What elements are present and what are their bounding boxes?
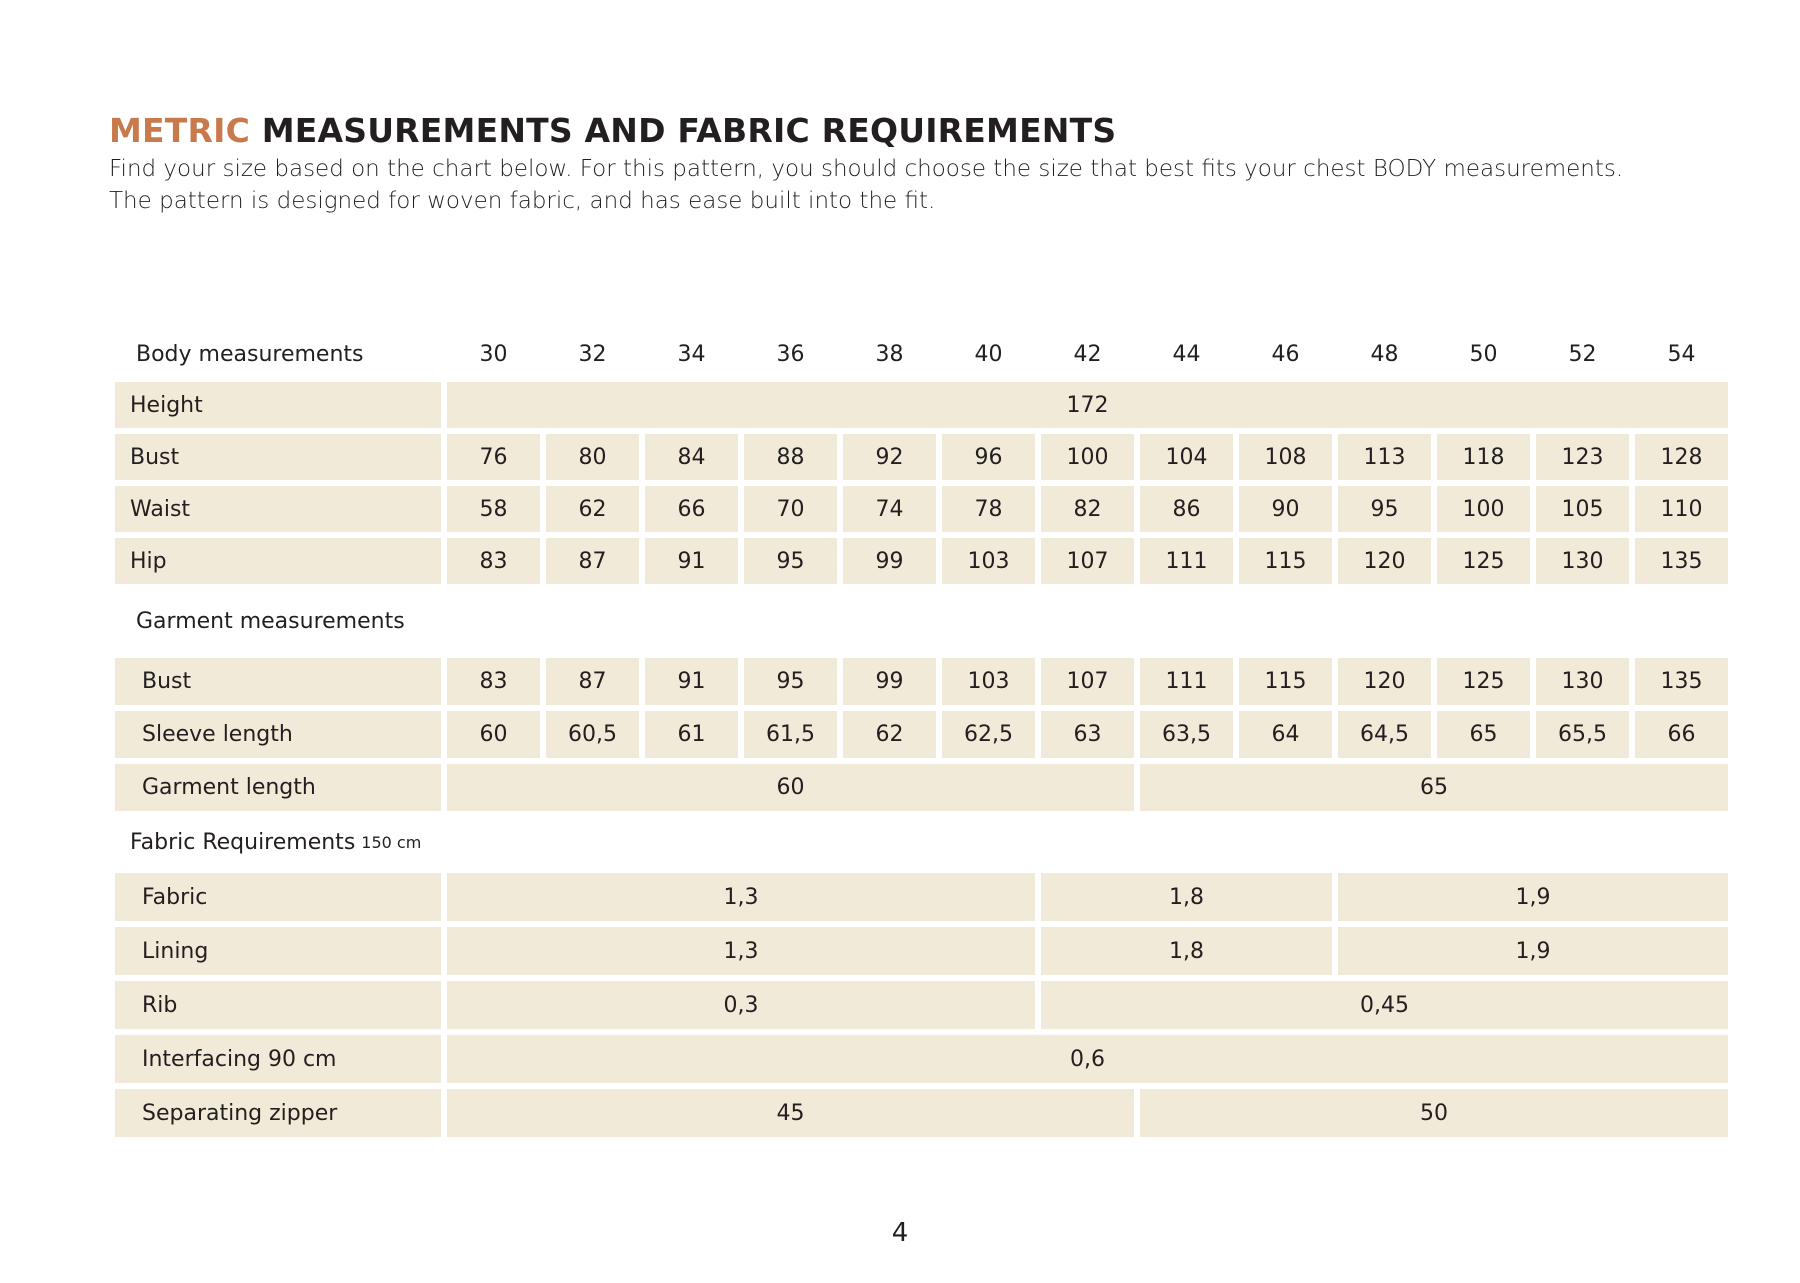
table-cell: 1,9 xyxy=(1338,927,1728,975)
intro-line-1: Find your size based on the chart below. For this pattern, you should choose the size that best fits your chest BODY measurements. xyxy=(109,156,1624,182)
table-cell: 120 xyxy=(1338,658,1431,705)
table-cell: 1,8 xyxy=(1041,927,1332,975)
table-cell: 87 xyxy=(546,538,639,584)
table-cell: 123 xyxy=(1536,434,1629,480)
table-cell: 95 xyxy=(744,658,837,705)
table-cell: 1,8 xyxy=(1041,873,1332,921)
table-cell: 125 xyxy=(1437,658,1530,705)
table-cell: 105 xyxy=(1536,486,1629,532)
page-number: 4 xyxy=(891,1218,909,1248)
title-accent: METRIC xyxy=(109,111,250,150)
fabric-requirements-header xyxy=(115,817,639,867)
row-label-height: Height xyxy=(115,382,441,428)
table-cell: 135 xyxy=(1635,538,1728,584)
row-label-bust: Bust xyxy=(115,434,441,480)
table-cell: 130 xyxy=(1536,538,1629,584)
table-cell: 61 xyxy=(645,711,738,758)
table-cell: 70 xyxy=(744,486,837,532)
row-label-lining: Lining xyxy=(115,927,441,975)
size-header: 40 xyxy=(974,342,1003,367)
size-header: 44 xyxy=(1172,342,1201,367)
table-cell: 66 xyxy=(645,486,738,532)
intro-text xyxy=(109,153,1769,217)
table-cell: 107 xyxy=(1041,658,1134,705)
size-header: 46 xyxy=(1271,342,1300,367)
size-chart-table xyxy=(115,333,1728,1137)
table-cell: 100 xyxy=(1437,486,1530,532)
row-label-separating-zipper: Separating zipper xyxy=(115,1089,441,1137)
table-cell: 82 xyxy=(1041,486,1134,532)
table-cell: 76 xyxy=(447,434,540,480)
table-cell: 65,5 xyxy=(1536,711,1629,758)
table-cell: 64,5 xyxy=(1338,711,1431,758)
table-cell: 91 xyxy=(645,538,738,584)
table-cell: 108 xyxy=(1239,434,1332,480)
row-label-garment-bust: Bust xyxy=(115,658,441,705)
table-cell: 62 xyxy=(843,711,936,758)
table-cell: 58 xyxy=(447,486,540,532)
page-title xyxy=(109,111,1116,150)
row-label-interfacing: Interfacing 90 cm xyxy=(115,1035,441,1083)
size-header: 38 xyxy=(875,342,904,367)
row-label-waist: Waist xyxy=(115,486,441,532)
table-cell: 99 xyxy=(843,658,936,705)
table-cell: 0,3 xyxy=(447,981,1035,1029)
size-header: 42 xyxy=(1073,342,1102,367)
size-header: 50 xyxy=(1469,342,1498,367)
table-cell: 111 xyxy=(1140,658,1233,705)
table-cell: 66 xyxy=(1635,711,1728,758)
size-header: 48 xyxy=(1370,342,1399,367)
table-cell: 110 xyxy=(1635,486,1728,532)
table-cell: 113 xyxy=(1338,434,1431,480)
body-measurements-header: Body measurements xyxy=(136,342,364,367)
table-cell: 74 xyxy=(843,486,936,532)
height-value: 172 xyxy=(447,382,1728,428)
table-cell: 65 xyxy=(1437,711,1530,758)
table-cell: 95 xyxy=(744,538,837,584)
table-cell: 0,6 xyxy=(447,1035,1728,1083)
size-header: 32 xyxy=(578,342,607,367)
table-cell: 103 xyxy=(942,658,1035,705)
size-header: 30 xyxy=(479,342,508,367)
table-cell: 64 xyxy=(1239,711,1332,758)
row-label-sleeve-length: Sleeve length xyxy=(115,711,441,758)
table-cell: 50 xyxy=(1140,1089,1728,1137)
table-cell: 61,5 xyxy=(744,711,837,758)
table-cell: 84 xyxy=(645,434,738,480)
table-cell: 95 xyxy=(1338,486,1431,532)
fabric-requirements-title: Fabric Requirements xyxy=(130,829,356,855)
table-cell: 128 xyxy=(1635,434,1728,480)
table-cell: 62,5 xyxy=(942,711,1035,758)
table-cell: 60 xyxy=(447,711,540,758)
table-cell: 83 xyxy=(447,658,540,705)
table-cell: 80 xyxy=(546,434,639,480)
table-cell: 65 xyxy=(1140,764,1728,811)
table-cell: 120 xyxy=(1338,538,1431,584)
table-cell: 96 xyxy=(942,434,1035,480)
table-cell: 62 xyxy=(546,486,639,532)
table-cell: 83 xyxy=(447,538,540,584)
table-cell: 86 xyxy=(1140,486,1233,532)
size-header: 54 xyxy=(1667,342,1696,367)
table-cell: 1,3 xyxy=(447,927,1035,975)
table-cell: 88 xyxy=(744,434,837,480)
table-cell: 90 xyxy=(1239,486,1332,532)
garment-measurements-header: Garment measurements xyxy=(136,608,405,634)
size-header: 52 xyxy=(1568,342,1597,367)
intro-line-2: The pattern is designed for woven fabric, and has ease built into the fit. xyxy=(109,188,936,214)
table-cell: 100 xyxy=(1041,434,1134,480)
table-cell: 63,5 xyxy=(1140,711,1233,758)
size-header: 36 xyxy=(776,342,805,367)
table-cell: 63 xyxy=(1041,711,1134,758)
table-cell: 78 xyxy=(942,486,1035,532)
fabric-width-note: 150 cm xyxy=(361,832,422,852)
row-label-garment-length: Garment length xyxy=(115,764,441,811)
table-cell: 103 xyxy=(942,538,1035,584)
table-cell: 1,3 xyxy=(447,873,1035,921)
table-cell: 115 xyxy=(1239,658,1332,705)
table-cell: 130 xyxy=(1536,658,1629,705)
table-cell: 107 xyxy=(1041,538,1134,584)
table-cell: 1,9 xyxy=(1338,873,1728,921)
table-cell: 125 xyxy=(1437,538,1530,584)
table-cell: 60 xyxy=(447,764,1134,811)
table-cell: 60,5 xyxy=(546,711,639,758)
table-cell: 87 xyxy=(546,658,639,705)
table-cell: 135 xyxy=(1635,658,1728,705)
table-cell: 111 xyxy=(1140,538,1233,584)
table-cell: 104 xyxy=(1140,434,1233,480)
table-cell: 45 xyxy=(447,1089,1134,1137)
title-rest: MEASUREMENTS AND FABRIC REQUIREMENTS xyxy=(261,111,1117,150)
table-cell: 99 xyxy=(843,538,936,584)
row-label-hip: Hip xyxy=(115,538,441,584)
table-cell: 115 xyxy=(1239,538,1332,584)
row-label-fabric: Fabric xyxy=(115,873,441,921)
size-header: 34 xyxy=(677,342,706,367)
table-cell: 118 xyxy=(1437,434,1530,480)
table-cell: 92 xyxy=(843,434,936,480)
table-cell: 0,45 xyxy=(1041,981,1728,1029)
table-cell: 91 xyxy=(645,658,738,705)
row-label-rib: Rib xyxy=(115,981,441,1029)
